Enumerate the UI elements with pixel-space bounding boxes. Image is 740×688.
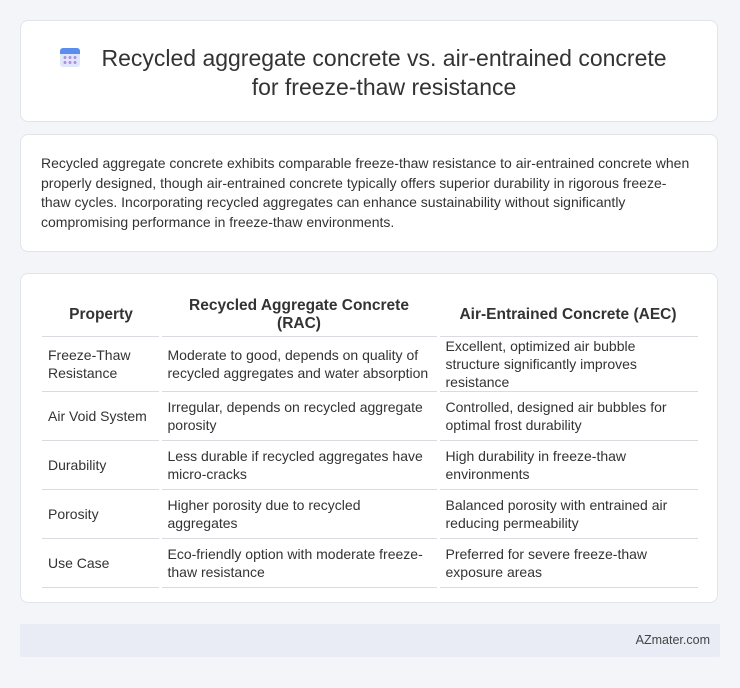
table-row bbox=[42, 539, 698, 588]
table-row bbox=[42, 392, 698, 441]
table-cell-aec: Balanced porosity with entrained air reducing permeability bbox=[438, 490, 698, 539]
table-cell-rac: Higher porosity due to recycled aggregates bbox=[160, 490, 438, 539]
table-cell-rac: Eco-friendly option with moderate freeze-thaw resistance bbox=[160, 539, 438, 588]
footer-brand: AZmater.com bbox=[635, 633, 710, 647]
table-row bbox=[42, 490, 698, 539]
table-cell-property: Durability bbox=[42, 441, 160, 490]
table-cell-property: Use Case bbox=[42, 539, 160, 588]
comparison-table-card bbox=[20, 273, 718, 603]
table-cell-rac: Less durable if recycled aggregates have micro-cracks bbox=[160, 441, 438, 490]
summary-card bbox=[20, 134, 718, 252]
table-row bbox=[42, 441, 698, 490]
footer-bar bbox=[20, 624, 720, 657]
column-header-aec: Air-Entrained Concrete (AEC) bbox=[438, 294, 698, 337]
table-row bbox=[42, 337, 698, 392]
table-cell-property: Air Void System bbox=[42, 392, 160, 441]
table-cell-aec: Preferred for severe freeze-thaw exposure areas bbox=[438, 539, 698, 588]
table-cell-rac: Moderate to good, depends on quality of recycled aggregates and water absorption bbox=[160, 337, 438, 392]
table-cell-aec: Controlled, designed air bubbles for optimal frost durability bbox=[438, 392, 698, 441]
page-title: Recycled aggregate concrete vs. air-entrained concrete for freeze-thaw resistance bbox=[101, 45, 667, 100]
comparison-table bbox=[42, 294, 698, 588]
table-header-row bbox=[42, 294, 698, 337]
table-cell-rac: Irregular, depends on recycled aggregate porosity bbox=[160, 392, 438, 441]
title-card bbox=[20, 20, 718, 122]
table-cell-aec: Excellent, optimized air bubble structure significantly improves resistance bbox=[438, 337, 698, 392]
table-cell-property: Freeze-Thaw Resistance bbox=[42, 337, 160, 392]
column-header-property: Property bbox=[42, 294, 160, 337]
table-cell-property: Porosity bbox=[42, 490, 160, 539]
table-cell-aec: High durability in freeze-thaw environments bbox=[438, 441, 698, 490]
summary-text: Recycled aggregate concrete exhibits comparable freeze-thaw resistance to air-entrained concrete when properly designed, though air-entrained concrete typically offers superior durability in rigorous freeze-thaw cycles. Incorporating recycled aggregates can enhance sustainability without significantly compromising performance in freeze-thaw environments. bbox=[41, 155, 690, 230]
column-header-rac: Recycled Aggregate Concrete (RAC) bbox=[160, 294, 438, 337]
